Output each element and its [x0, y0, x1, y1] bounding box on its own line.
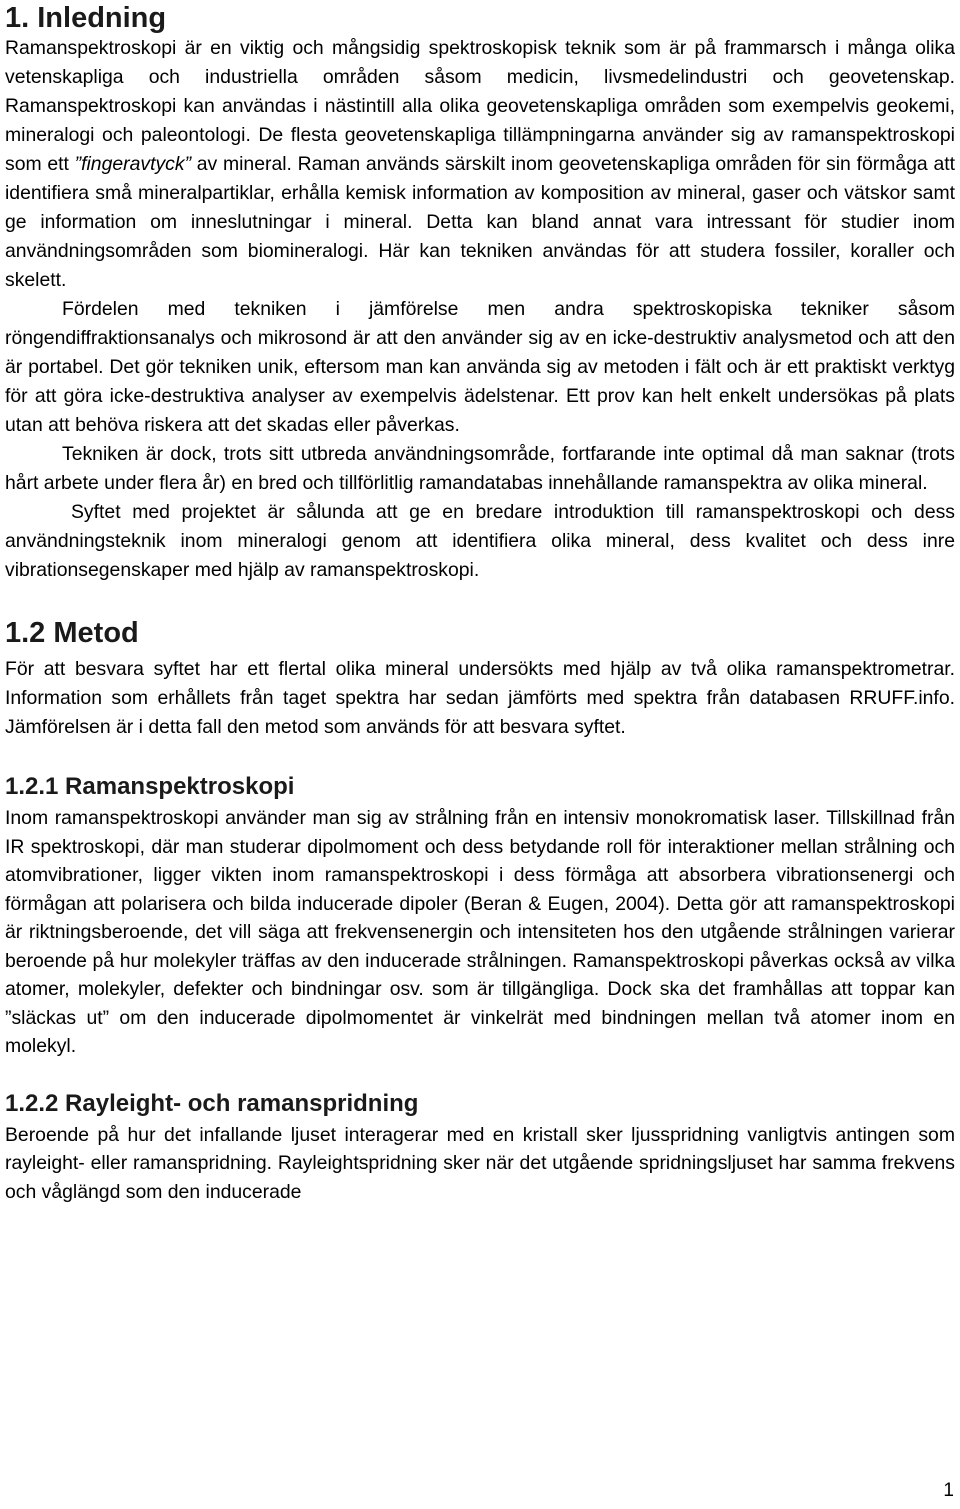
section-heading-inledning: 1. Inledning: [5, 2, 167, 34]
paragraph-rayleight: Beroende på hur det infallande ljuset interagerar med en kristall sker ljusspridning vanligtvis antingen som rayleight- eller ramanspridning. Rayleightspridning sker när det utgående spridningsljuset har samma frekvens och våglängd som den inducerade: [5, 1123, 955, 1203]
paragraph-inledning-3: Tekniken är dock, trots sitt utbreda användningsområde, fortfarande inte optimal då man saknar (trots hårt arbete under flera år) en bred och tillförlitlig ramandatabas innehållande ramanspektra av olika mineral.: [5, 443, 955, 494]
paragraph-inledning-4: Syftet med projektet är sålunda att ge en bredare introduktion till ramanspektroskopi och dess användningsteknik inom mineralogi genom att identifiera olika mineral, dess kvalitet och dess inre vibrationsegenskaper med hjälp av ramanspektroskopi.: [5, 501, 955, 581]
paragraph-inledning-2: Fördelen med tekniken i jämförelse men andra spektroskopiska tekniker såsom röngendiffraktionsanalys och mikrosond är att den använder sig av en icke-destruktiv analysmetod och att den är portabel. Det gör tekniken unik, eftersom man kan använda sig av metoden i fält och är ett praktiskt verktyg för att göra icke-destruktiva analyser av exempelvis ädelstenar. Ett prov kan helt enkelt undersökas på plats utan att behöva riskera att det skadas eller påverkas.: [5, 298, 955, 436]
document-page: [5, 0, 955, 1206]
paragraph-text: av mineral. Raman används särskilt inom geovetenskapliga områden för sin förmåga att identifiera små mineralpartiklar, erhålla kemisk information av komposition av mineral, gaser och vätskor samt ge information om inneslutningar i mineral. Detta kan bland annat vara intressant för studier inom användningsområden som biomineralogi. Här kan tekniken användas för att studera fossiler, koraller och skelett.: [5, 153, 955, 291]
section-heading-rayleight: 1.2.2 Rayleight- och ramanspridning: [5, 1089, 419, 1117]
paragraph-ramanspektroskopi: Inom ramanspektroskopi använder man sig av strålning från en intensiv monokromatisk laser. Tillskillnad från IR spektroskopi, där man studerar dipolmoment och dess betydande roll för interaktioner mellan strålning och atomvibrationer, ligger vikten inom ramanspektroskopi i dess förmåga att absorbera vibrationsenergi och förmågan att polarisera och bilda inducerade dipoler (Beran & Eugen, 2004). Detta gör att ramanspektroskopi är riktningsberoende, det vill säga att frekvensenergin och intensiteten hos den utgående strålningen varierar beroende på hur molekyler träffas av den inducerade strålningen. Ramanspektroskopi påverkas också av vilka atomer, molekyler, defekter och bindningar osv. som är tillgängliga. Dock ska det framhållas att toppar kan ”släckas ut” om den inducerade dipolmomentet är vinkelrät med bindningen mellan två atomer inom en molekyl.: [5, 807, 955, 1057]
paragraph-metod: För att besvara syftet har ett flertal olika mineral undersökts med hjälp av två olika ramanspektrometrar. Information som erhållets från taget spektra har sedan jämförts med spektra från databasen RRUFF.info. Jämförelsen är i detta fall den metod som används för att besvara syftet.: [5, 658, 955, 738]
paragraph-text: Ramanspektroskopi är en viktig och mångsidig spektroskopisk teknik som är på frammarsch i många olika vetenskapliga och industriella områden såsom medicin, livsmedelindustri och geovetenskap. Ramanspektroskopi kan användas i nästintill alla olika geovetenskapliga områden som exempelvis geokemi, mineralogi och paleontologi. De flesta geovetenskapliga tillämpningarna använder sig av ramanspektroskopi som ett: [5, 37, 955, 175]
paragraph-inledning-1: [5, 34, 955, 295]
section-heading-metod: 1.2 Metod: [5, 617, 139, 649]
section-heading-ramanspektroskopi: 1.2.1 Ramanspektroskopi: [5, 773, 295, 800]
italic-term: ”fingeravtyck”: [74, 153, 192, 175]
page-number: 1: [943, 1480, 954, 1501]
